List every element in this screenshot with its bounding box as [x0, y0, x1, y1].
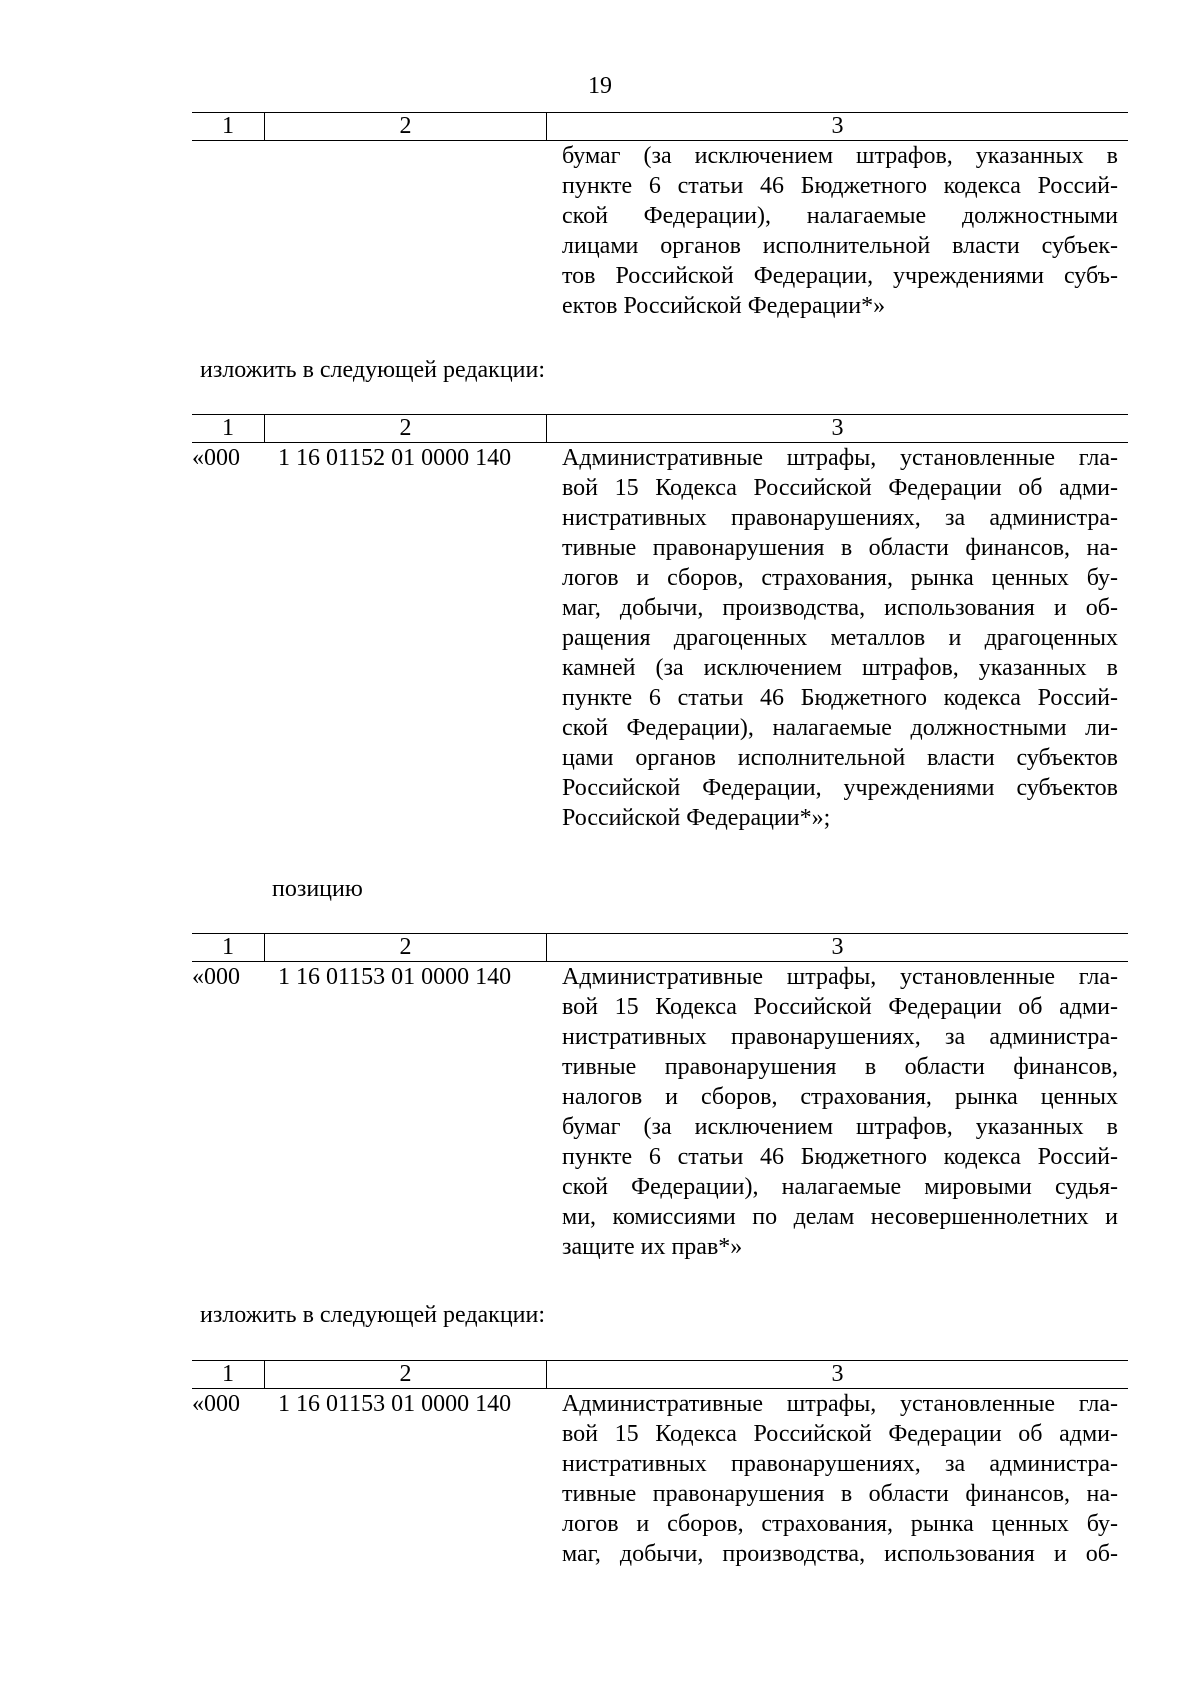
description-line: ской Федерации), налагаемые должностными ли-	[562, 715, 1118, 741]
table-block-4	[192, 1360, 1128, 1569]
description-line: вой 15 Кодекса Российской Федерации об адми-	[562, 994, 1118, 1020]
description-line: логов и сборов, страхования, рынка ценных бу-	[562, 1511, 1118, 1537]
header-col-2: 2	[264, 934, 546, 961]
description-line: защите их прав*»	[562, 1234, 743, 1260]
description-line: вой 15 Кодекса Российской Федерации об адми-	[562, 1421, 1118, 1447]
page-number: 19	[588, 73, 612, 99]
description-line: тов Российской Федерации, учреждениями субъ-	[562, 263, 1118, 289]
header-col-1: 1	[222, 1361, 234, 1387]
description-line: налогов и сборов, страхования, рынка ценных	[562, 1084, 1118, 1110]
header-col-3: 3	[546, 415, 1128, 442]
description-line: цами органов исполнительной власти субъектов	[562, 745, 1118, 771]
description-line: нистративных правонарушениях, за администра-	[562, 1451, 1118, 1477]
code-prefix: «000	[192, 445, 240, 471]
table-row	[192, 962, 1128, 1262]
description-line: бумаг (за исключением штрафов, указанных в	[562, 1114, 1118, 1140]
description-line: тивные правонарушения в области финансов, на-	[562, 535, 1118, 561]
instruction-text: изложить в следующей редакции:	[200, 357, 546, 383]
header-col-1: 1	[222, 934, 234, 960]
description-line: логов и сборов, страхования, рынка ценных бу-	[562, 565, 1118, 591]
description-line: тивные правонарушения в области финансов,	[562, 1054, 1118, 1080]
description-line: ращения драгоценных металлов и драгоценных	[562, 625, 1118, 651]
table-header	[192, 414, 1128, 443]
description-line: пункте 6 статьи 46 Бюджетного кодекса Россий-	[562, 1144, 1118, 1170]
table-header	[192, 933, 1128, 962]
description-line: тивные правонарушения в области финансов, на-	[562, 1481, 1118, 1507]
header-col-3: 3	[546, 934, 1128, 961]
budget-code: 1 16 01153 01 0000 140	[278, 1391, 512, 1417]
description-cell	[562, 962, 1118, 1262]
description-line: бумаг (за исключением штрафов, указанных в	[562, 143, 1118, 169]
table-row	[192, 1389, 1128, 1569]
description-line: маг, добычи, производства, использования и об-	[562, 595, 1118, 621]
description-line: камней (за исключением штрафов, указанных в	[562, 655, 1118, 681]
budget-code: 1 16 01152 01 0000 140	[278, 445, 512, 471]
table-row	[192, 443, 1128, 833]
description-line: ми, комиссиями по делам несовершеннолетних и	[562, 1204, 1118, 1230]
header-col-2: 2	[264, 1361, 546, 1388]
description-line: ской Федерации), налагаемые должностными	[562, 203, 1118, 229]
description-line: ской Федерации), налагаемые мировыми судья-	[562, 1174, 1118, 1200]
description-line: маг, добычи, производства, использования и об-	[562, 1541, 1118, 1567]
header-col-3: 3	[546, 113, 1128, 140]
description-cell	[562, 141, 1118, 321]
description-cell	[562, 1389, 1118, 1569]
description-line: вой 15 Кодекса Российской Федерации об адми-	[562, 475, 1118, 501]
description-line: Административные штрафы, установленные гла-	[562, 964, 1118, 990]
description-line: Российской Федерации*»;	[562, 805, 831, 831]
code-prefix: «000	[192, 1391, 240, 1417]
table-block-1	[192, 112, 1128, 321]
header-col-1: 1	[222, 113, 234, 139]
description-line: нистративных правонарушениях, за администра-	[562, 1024, 1118, 1050]
table-block-2	[192, 414, 1128, 833]
table-header	[192, 1360, 1128, 1389]
description-line: Административные штрафы, установленные гла-	[562, 445, 1118, 471]
table-row	[192, 141, 1128, 321]
description-line: Российской Федерации, учреждениями субъектов	[562, 775, 1118, 801]
code-prefix: «000	[192, 964, 240, 990]
instruction-text: позицию	[272, 876, 363, 902]
description-line: нистративных правонарушениях, за администра-	[562, 505, 1118, 531]
description-line: ектов Российской Федерации*»	[562, 293, 886, 319]
description-line: Административные штрафы, установленные гла-	[562, 1391, 1118, 1417]
description-cell	[562, 443, 1118, 833]
header-col-3: 3	[546, 1361, 1128, 1388]
budget-code: 1 16 01153 01 0000 140	[278, 964, 512, 990]
header-col-2: 2	[264, 113, 546, 140]
instruction-text: изложить в следующей редакции:	[200, 1302, 546, 1328]
description-line: пункте 6 статьи 46 Бюджетного кодекса Россий-	[562, 685, 1118, 711]
table-header	[192, 112, 1128, 141]
header-col-2: 2	[264, 415, 546, 442]
description-line: лицами органов исполнительной власти субъек-	[562, 233, 1118, 259]
description-line: пункте 6 статьи 46 Бюджетного кодекса Россий-	[562, 173, 1118, 199]
header-col-1: 1	[222, 415, 234, 441]
table-block-3	[192, 933, 1128, 1262]
